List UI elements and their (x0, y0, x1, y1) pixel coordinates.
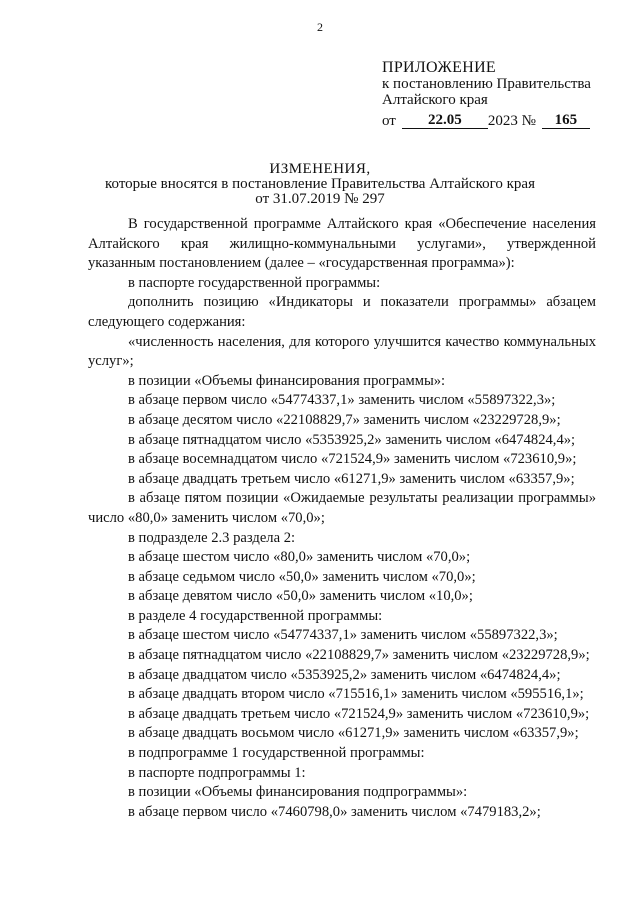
paragraph: в абзаце двадцать третьем число «61271,9» заменить числом «63357,9»; (128, 470, 575, 487)
paragraph: в абзаце первом число «54774337,1» заменить числом «55897322,3»; (128, 392, 556, 409)
paragraph: в абзаце десятом число «22108829,7» заменить числом «23229728,9»; (128, 411, 561, 428)
paragraph: В государственной программе Алтайского края «Обеспечение населения Алтайского края жилищно-коммунальными услугами», утвержденной указанным постановлением (далее – «государственная программа»): (88, 216, 596, 272)
paragraph: в паспорте подпрограммы 1: (128, 764, 306, 781)
appendix-title: ПРИЛОЖЕНИЕ (382, 59, 497, 76)
paragraph: в абзаце шестом число «54774337,1» заменить числом «55897322,3»; (128, 627, 558, 644)
document-body (88, 215, 596, 822)
date-prefix: от (382, 113, 396, 129)
paragraph: в абзаце пятнадцатом число «5353925,2» заменить числом «6474824,4»; (128, 431, 576, 448)
decree-date: 22.05 (402, 112, 488, 129)
heading-subtitle: которые вносятся в постановление Правительства Алтайского края (104, 176, 535, 192)
paragraph: в абзаце двадцать третьем число «721524,9» заменить числом «723610,9»; (128, 705, 590, 722)
appendix-line-1: к постановлению Правительства (382, 76, 591, 92)
heading-title: ИЗМЕНЕНИЯ, (269, 161, 371, 177)
paragraph: в подпрограмме 1 государственной программы: (128, 745, 425, 762)
paragraph: в абзаце девятом число «50,0» заменить числом «10,0»; (128, 588, 473, 605)
decree-number: 165 (542, 112, 590, 129)
paragraph: в абзаце двадцатом число «5353925,2» заменить числом «6474824,4»; (128, 666, 561, 683)
paragraph: в абзаце двадцать восьмом число «61271,9» заменить числом «63357,9»; (128, 725, 579, 742)
page-number: 2 (317, 20, 323, 34)
paragraph: в абзаце пятом позиции «Ожидаемые результаты реализации программы» число «80,0» заменить числом «70,0»; (88, 490, 596, 526)
paragraph: в абзаце шестом число «80,0» заменить числом «70,0»; (128, 549, 471, 566)
appendix-block (382, 60, 612, 129)
paragraph: в позиции «Объемы финансирования подпрограммы»: (128, 784, 468, 801)
paragraph: дополнить позицию «Индикаторы и показатели программы» абзацем следующего содержания: (88, 294, 596, 330)
paragraph: в абзаце пятнадцатом число «22108829,7» заменить числом «23229728,9»; (128, 647, 590, 664)
paragraph: в абзаце восемнадцатом число «721524,9» заменить числом «723610,9»; (128, 451, 577, 468)
paragraph: «численность населения, для которого улучшится качество коммунальных услуг»; (88, 333, 596, 370)
appendix-line-2: Алтайского края (382, 92, 488, 108)
appendix-date-row (382, 112, 612, 129)
decree-year: 2023 № (487, 113, 536, 129)
paragraph: в абзаце седьмом число «50,0» заменить числом «70,0»; (128, 568, 476, 585)
paragraph: в абзаце первом число «7460798,0» заменить числом «7479183,2»; (128, 803, 541, 820)
paragraph: в разделе 4 государственной программы: (128, 607, 383, 624)
paragraph: в позиции «Объемы финансирования программы»: (128, 372, 446, 389)
paragraph: в абзаце двадцать втором число «715516,1» заменить числом «595516,1»; (128, 686, 584, 703)
paragraph: в паспорте государственной программы: (128, 274, 381, 291)
paragraph: в подразделе 2.3 раздела 2: (128, 529, 296, 546)
document-heading (0, 162, 640, 207)
heading-date-line: от 31.07.2019 № 297 (255, 191, 385, 207)
